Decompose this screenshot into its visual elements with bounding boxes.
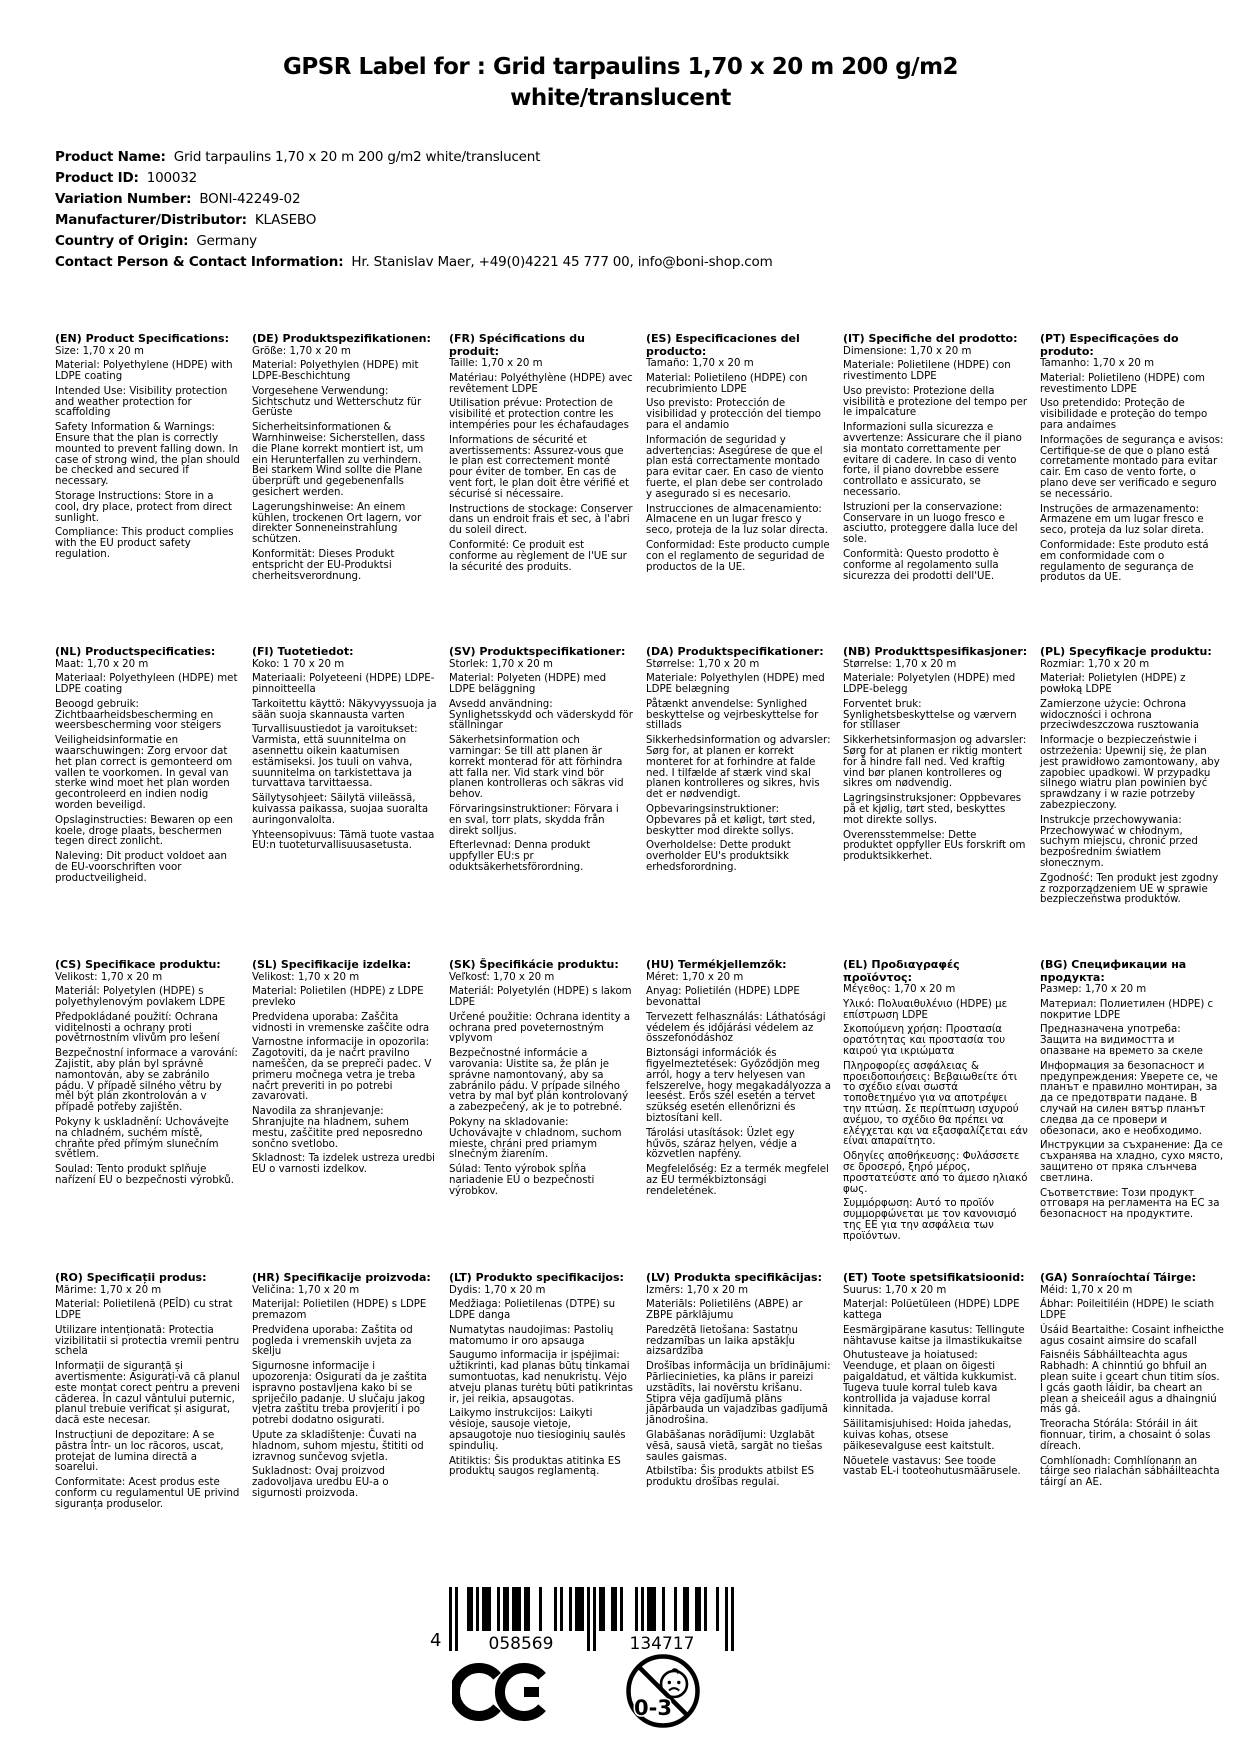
spec-paragraph: Conformité: Ce produit est conforme au règlement de l'UE sur la sécurité des produits. xyxy=(449,539,627,573)
spec-paragraphs xyxy=(449,1286,634,1479)
spec-paragraph: Suurus: 1,70 x 20 m xyxy=(843,1284,947,1296)
spec-grid xyxy=(55,333,1225,1585)
spec-block-sl xyxy=(252,959,437,1272)
spec-heading: (DA) Produktspecifikationer: xyxy=(646,645,824,658)
spec-paragraph: Megfelelőség: Ez a termék megfelel az EU termékbiztonsági rendeletének. xyxy=(646,1164,829,1197)
spec-paragraph: Tervezett felhasználás: Láthatósági védelem és időjárási védelem az összefonódáshoz xyxy=(646,1011,826,1045)
spec-paragraph: Overensstemmelse: Dette produktet oppfyller EUs forskrift om produktsikkerhet. xyxy=(843,829,1026,863)
spec-block-pl xyxy=(1040,646,1225,959)
spec-paragraph: Instrucțiuni de depozitare: A se păstra într- un loc răcoros, uscat, protejat de lumina directă a soarelui. xyxy=(55,1430,224,1474)
spec-paragraph: Avsedd användning: Synlighetsskydd och väderskydd för ställningar xyxy=(449,698,633,732)
spec-paragraph: Conformidade: Este produto está em conformidade com o regulamento de segurança de produtos da UE. xyxy=(1040,539,1209,584)
spec-heading: (LT) Produkto specifikacijos: xyxy=(449,1271,624,1284)
spec-block-nl xyxy=(55,646,240,959)
info-value: KLASEBO xyxy=(254,212,317,228)
spec-paragraph: Material: Polietilenă (PEÎD) cu strat LDPE xyxy=(55,1299,233,1322)
spec-paragraph: Sikkerhedsinformation og advarsler: Sørg for, at planen er korrekt monteret for at forhindre at falde ned. I tilfælde af stærk vind skal planen kontrolleres og sikres, hvis det er nødvendigt. xyxy=(646,735,831,801)
spec-heading: (FR) Spécifications du produit: xyxy=(449,332,586,358)
spec-paragraphs xyxy=(843,660,1028,864)
spec-heading: (HU) Termékjellemzők: xyxy=(646,958,787,971)
info-value: 100032 xyxy=(146,170,198,186)
spec-heading: (EN) Product Specifications: xyxy=(55,332,229,345)
spec-heading: (IT) Specifiche del prodotto: xyxy=(843,332,1018,345)
spec-paragraph: Uso pretendido: Proteção de visibilidade e proteção do tempo para andaimes xyxy=(1040,398,1208,431)
spec-heading: (PT) Especificações do produto: xyxy=(1040,332,1179,358)
spec-paragraph: Saugumo informacija ir įspėjimai: užtikrinti, kad planas būtų tinkamai sumontuotas, kad nenukristų. Vėjo atveju planas turėtų būti patikrintas ir, jei reikia, apsaugotas. xyxy=(449,1350,633,1405)
barcode-right-digits: 134717 xyxy=(630,1634,695,1651)
spec-paragraph: Pokyny k uskladnění: Uchovávejte na chladném, suchém místě, chraňte před přímým slunečním světlem. xyxy=(55,1117,229,1161)
spec-paragraph: Größe: 1,70 x 20 m xyxy=(252,345,351,357)
spec-paragraph: Instruções de armazenamento: Armazene em um lugar fresco e seco, proteja da luz solar direta. xyxy=(1040,503,1204,537)
spec-paragraph: Conformitate: Acest produs este conform cu regulamentul UE privind siguranța produselor. xyxy=(55,1477,240,1510)
product-info-row xyxy=(55,168,773,189)
page-title xyxy=(0,52,1241,114)
spec-paragraphs xyxy=(55,660,240,885)
spec-paragraphs xyxy=(252,660,437,853)
spec-paragraph: Μέγεθος: 1,70 x 20 m xyxy=(843,984,956,995)
spec-block-de xyxy=(252,333,437,646)
spec-paragraph: Anyag: Polietilén (HDPE) LDPE bevonattal xyxy=(646,986,800,1009)
spec-paragraph: Upute za skladištenje: Čuvati na hladnom, suhom mjestu, štititi od izravnog sunčevog svjetla. xyxy=(252,1430,424,1463)
info-label: Manufacturer/Distributor: xyxy=(55,212,247,228)
spec-paragraph: Съответствие: Този продукт отговаря на регламента на ЕС за безопасност на продуктите. xyxy=(1040,1187,1220,1221)
spec-block-fi xyxy=(252,646,437,959)
spec-paragraph: Conformità: Questo prodotto è conforme al regolamento sulla sicurezza dei prodotti dell'UE. xyxy=(843,549,999,582)
spec-paragraph: Información de seguridad y advertencias: Asegúrese de que el plan está correctamente montado para evitar caer. En caso de viento fuerte, el plan debe ser controlado y asegurado si es necesario. xyxy=(646,434,824,500)
spec-paragraph: Rozmiar: 1,70 x 20 m xyxy=(1040,658,1150,670)
product-info-row xyxy=(55,189,773,210)
barcode-lead-digit: 4 xyxy=(430,1630,442,1651)
spec-block-ro xyxy=(55,1272,240,1585)
spec-paragraph: Beoogd gebruik: Zichtbaarheidsbescherming en weersbescherming voor steigers xyxy=(55,698,222,732)
spec-paragraph: Material: Polyethylene (HDPE) with LDPE coating xyxy=(55,360,233,383)
spec-paragraph: Ohutusteave ja hoiatused: Veenduge, et plaan on õigesti paigaldatud, et vältida kukkumist. Tugeva tuule korral tuleb kava kontrollida ja vajaduse korral kinnitada. xyxy=(843,1350,1017,1416)
spec-paragraph: Информация за безопасност и предупреждения: Уверете се, че планът е правилно монтиран, за да се предотврати падане. В случай на силен вятър планът следва да се провери и обезопаси, ако е необходимо. xyxy=(1040,1060,1218,1137)
spec-paragraph: Størrelse: 1,70 x 20 m xyxy=(646,658,760,670)
spec-paragraph: Material: Polietilen (HDPE) z LDPE prevleko xyxy=(252,986,424,1009)
spec-paragraph: Informations de sécurité et avertissements: Assurez-vous que le plan est correctement monté pour éviter de tomber. En cas de vent fort, le plan doit être vérifié et sécurisé si nécessaire. xyxy=(449,434,630,500)
spec-paragraph: Dydis: 1,70 x 20 m xyxy=(449,1284,546,1296)
spec-paragraph: Forventet bruk: Synlighetsbeskyttelse og værvern for stillaser xyxy=(843,698,1017,732)
spec-paragraph: Инструкции за съхранение: Да се съхранява на хладно, сухо място, защитено от пряка слънчева светлина. xyxy=(1040,1140,1224,1184)
spec-paragraphs xyxy=(1040,660,1225,907)
spec-paragraph: Biztonsági információk és figyelmeztetések: Győződjön meg arról, hogy a terv helyesen van felszerelve, hogy megakadályozza a leesést. Erős szél esetén a tervet szükség esetén ellenőrizni és biztosítani kell. xyxy=(646,1048,831,1125)
spec-paragraph: Conformidad: Este producto cumple con el reglamento de seguridad de productos de la UE. xyxy=(646,539,830,573)
info-label: Country of Origin: xyxy=(55,233,189,249)
spec-paragraph: Zamierzone użycie: Ochrona widoczności i ochrona przeciwdeszczowa rusztowania xyxy=(1040,698,1200,732)
spec-paragraph: Ábhar: Poileitiléin (HDPE) le sciath LDPE xyxy=(1040,1299,1215,1322)
spec-paragraph: Zgodność: Ten produkt jest zgodny z rozporządzeniem UE w sprawie bezpieczeństwa produktów. xyxy=(1040,872,1219,906)
spec-paragraph: Instrukcje przechowywania: Przechowywać w chłodnym, suchym miejscu, chronić przed bezpośrednim światłem słonecznym. xyxy=(1040,814,1198,870)
barcode-left-digits: 058569 xyxy=(489,1634,554,1651)
spec-paragraph: Eesmärgipärane kasutus: Tellingute nähtavuse kaitse ja ilmastikukaitse xyxy=(843,1324,1025,1347)
spec-paragraph: Storlek: 1,70 x 20 m xyxy=(449,658,553,670)
spec-paragraph: Sukladnost: Ovaj proizvod zadovoljava uredbu EU-a o sigurnosti proizvoda. xyxy=(252,1466,389,1500)
spec-paragraph: Velikost: 1,70 x 20 m xyxy=(55,971,163,983)
spec-paragraphs xyxy=(646,359,831,573)
spec-paragraph: Materijal: Polietilen (HDPE) s LDPE premazom xyxy=(252,1299,427,1322)
spec-paragraph: Koko: 1 70 x 20 m xyxy=(252,658,345,670)
spec-paragraphs xyxy=(449,359,634,573)
spec-paragraphs xyxy=(252,973,437,1177)
spec-paragraph: Paredzētā lietošana: Sastatņu redzamības un laika apstākļu aizsardzība xyxy=(646,1324,798,1358)
spec-heading: (CS) Specifikace produktu: xyxy=(55,958,221,971)
spec-paragraph: Drošības informācija un brīdinājumi: Pārliecinieties, ka plāns ir pareizi uzstādīts, lai novērstu krišanu. Stipra vēja gadījumā plāns jāpārbauda un vajadzības gadījumā jānodrošina. xyxy=(646,1361,831,1427)
spec-heading: (BG) Спецификации на продукта: xyxy=(1040,958,1187,984)
spec-paragraph: Υλικό: Πολυαιθυλένιο (HDPE) με επίστρωση LDPE xyxy=(843,998,1008,1021)
spec-heading: (EL) Προδιαγραφές προϊόντος: xyxy=(843,958,960,984)
spec-block-da xyxy=(646,646,831,959)
spec-block-el xyxy=(843,959,1028,1272)
barcode xyxy=(430,1587,734,1651)
info-label: Product ID: xyxy=(55,170,139,186)
spec-paragraph: Bezpečnostní informace a varování: Zajistit, aby plán byl správně namontován, aby se zabránilo pádu. V případě silného větru by měl být plán zkontrolován a v případě potřeby zajištěn. xyxy=(55,1048,238,1114)
spec-block-nb xyxy=(843,646,1028,959)
spec-paragraph: Overholdelse: Dette produkt overholder EU's produktsikk erhedsforordning. xyxy=(646,840,791,874)
spec-paragraph: Uso previsto: Protección de visibilidad y protección del tiempo para el andamio xyxy=(646,398,822,431)
spec-paragraph: Material: Polyethylen (HDPE) mit LDPE-Beschichtung xyxy=(252,360,419,383)
spec-paragraph: Säilitamisjuhised: Hoida jahedas, kuivas kohas, otsese päikesevalguse eest kaitstult. xyxy=(843,1419,1012,1452)
spec-heading: (RO) Specificații produs: xyxy=(55,1271,207,1284)
spec-paragraphs xyxy=(843,985,1028,1243)
barcode-bars-icon xyxy=(449,1587,734,1651)
spec-paragraph: Tárolási utasítások: Üzlet egy hűvös, száraz helyen, védje a közvetlen napfény. xyxy=(646,1127,798,1161)
spec-paragraph: Οδηγίες αποθήκευσης: Φυλάσσετε σε δροσερό, ξηρό μέρος, προστατεύστε από το άμεσο ηλιακό φως. xyxy=(843,1151,1028,1195)
spec-paragraph: Uso previsto: Protezione della visibilità e protezione del tempo per le impalcature xyxy=(843,385,1028,419)
spec-paragraph: Matériau: Polyéthylène (HDPE) avec revêtement LDPE xyxy=(449,372,633,395)
product-info-row xyxy=(55,231,773,252)
spec-paragraph: Materiál: Polyetylen (HDPE) s polyethylenovým povlakem LDPE xyxy=(55,986,226,1009)
spec-heading: (ET) Toote spetsifikatsioonid: xyxy=(843,1271,1025,1284)
info-value: Grid tarpaulins 1,70 x 20 m 200 g/m2 white/translucent xyxy=(173,149,541,165)
spec-block-sv xyxy=(449,646,634,959)
spec-paragraph: Maat: 1,70 x 20 m xyxy=(55,658,149,670)
spec-paragraph: Velikost: 1,70 x 20 m xyxy=(252,971,360,983)
spec-block-pt xyxy=(1040,333,1225,646)
product-info-row xyxy=(55,210,773,231)
spec-paragraph: Predviđena uporaba: Zaštita od pogleda i vremenskih uvjeta za skelju xyxy=(252,1324,413,1358)
spec-paragraphs xyxy=(1040,1286,1225,1490)
spec-paragraph: Instructions de stockage: Conserver dans un endroit frais et sec, à l'abri du soleil direct. xyxy=(449,503,633,537)
spec-paragraphs xyxy=(55,347,240,561)
spec-paragraph: Sigurnosne informacije i upozorenja: Osigurati da je zaštita ispravno postavljena kako bi se spriječilo padanje. U slučaju jakog vjetra zaštitu treba provjeriti i po potrebi dodatno osigurati. xyxy=(252,1361,427,1427)
spec-paragraph: Predvidena uporaba: Zaščita vidnosti in vremenske zaščite odra xyxy=(252,1011,430,1034)
spec-paragraph: Varnostne informacije in opozorila: Zagotoviti, da je načrt pravilno nameščen, da se prepreči padec. V primeru močnega vetra je treba načrt preveriti in po potrebi zavarovati. xyxy=(252,1037,432,1103)
spec-paragraphs xyxy=(449,973,634,1198)
spec-heading: (DE) Produktspezifikationen: xyxy=(252,332,431,345)
spec-paragraph: Naleving: Dit product voldoet aan de EU-voorschriften voor productveiligheid. xyxy=(55,851,227,884)
info-value: BONI-42249-02 xyxy=(199,191,301,207)
spec-paragraph: Utilizare intenționată: Protectia vizibilitatii si protectia vremii pentru schela xyxy=(55,1324,240,1358)
spec-paragraph: Soulad: Tento produkt splňuje nařízení EU o bezpečnosti výrobků. xyxy=(55,1164,234,1187)
spec-heading: (SL) Specifikacije izdelka: xyxy=(252,958,412,971)
spec-heading: (HR) Specifikacije proizvoda: xyxy=(252,1271,431,1284)
spec-paragraphs xyxy=(252,1286,437,1500)
spec-paragraph: Informações de segurança e avisos: Certifique-se de que o plano está corretamente montado para evitar cair. Em caso de vento forte, o plano deve ser verificado e seguro se necessário. xyxy=(1040,434,1224,500)
product-info-row xyxy=(55,252,773,273)
spec-paragraph: Pokyny na skladovanie: Uchovávajte v chladnom, suchom mieste, chráni pred priamym slnečným žiarením. xyxy=(449,1117,622,1161)
spec-paragraph: Laikymo instrukcijos: Laikyti vėsioje, sausoje vietoje, apsaugotoje nuo tiesioginių saulės spindulių. xyxy=(449,1408,626,1452)
spec-block-lt xyxy=(449,1272,634,1585)
spec-paragraph: Bezpečnostné informácie a varovania: Uistite sa, že plán je správne namontovaný, aby sa zabránilo pádu. V prípade silného vetra by mal byť plán kontrolovaný a zabezpečený, ak je to potrebné. xyxy=(449,1048,629,1114)
spec-paragraph: Materiale: Polietilene (HDPE) con rivestimento LDPE xyxy=(843,360,1011,383)
spec-paragraphs xyxy=(55,973,240,1187)
spec-paragraph: Materiāls: Polietilēns (ABPE) ar ZBPE pārklājumu xyxy=(646,1299,803,1322)
spec-heading: (LV) Produkta specifikācijas: xyxy=(646,1271,822,1284)
spec-paragraph: Opslaginstructies: Bewaren op een koele, droge plaats, beschermen tegen direct zonlicht. xyxy=(55,814,233,848)
spec-paragraph: Material: Polietileno (HDPE) com revestimento LDPE xyxy=(1040,372,1205,395)
spec-paragraph: Materiale: Polyetylen (HDPE) med LDPE-belegg xyxy=(843,673,1016,696)
spec-block-et xyxy=(843,1272,1028,1585)
spec-paragraph: Materiał: Polietylen (HDPE) z powłoką LDPE xyxy=(1040,673,1186,696)
spec-block-lv xyxy=(646,1272,831,1585)
spec-paragraphs xyxy=(1040,985,1225,1221)
info-value: Germany xyxy=(196,233,257,249)
spec-paragraph: Lagringsinstruksjoner: Oppbevares på et kjølig, tørt sted, beskyttes mot direkte sollys. xyxy=(843,793,1022,826)
spec-paragraph: Súlad: Tento výrobok spĺňa nariadenie EÚ o bezpečnosti výrobkov. xyxy=(449,1164,595,1197)
spec-paragraph: Instrucciones de almacenamiento: Almacene en un lugar fresco y seco, proteja de la luz solar directa. xyxy=(646,503,828,537)
spec-heading: (GA) Sonraíochtaí Táirge: xyxy=(1040,1271,1196,1284)
spec-paragraphs xyxy=(843,1286,1028,1479)
spec-paragraph: Material: Polietileno (HDPE) con recubrimiento LDPE xyxy=(646,372,808,395)
spec-paragraph: Materiál: Polyetylén (HDPE) s lakom LDPE xyxy=(449,986,632,1009)
spec-paragraph: Safety Information & Warnings: Ensure that the plan is correctly mounted to prevent falling down. In case of strong wind, the plan should be checked and secured if necessary. xyxy=(55,422,240,488)
spec-paragraph: Storage Instructions: Store in a cool, dry place, protect from direct sunlight. xyxy=(55,491,233,524)
spec-paragraph: Πληροφορίες ασφάλειας & προειδοποιήσεις: Βεβαιωθείτε ότι το σχέδιο είναι σωστά τοποθετημένο για να αποτρέψει την πτώση. Σε περίπτωση ισχυρού ανέμου, το σχέδιο θα πρέπει να ελέγχεται και να εξασφαλίζεται εάν είναι απαραίτητο. xyxy=(843,1060,1028,1148)
info-label: Variation Number: xyxy=(55,191,192,207)
page-title-line2: white/translucent xyxy=(510,85,731,111)
age-warning-0-3-icon xyxy=(624,1652,702,1734)
spec-heading: (NL) Productspecificaties: xyxy=(55,645,216,658)
spec-paragraph: Turvallisuustiedot ja varoitukset: Varmista, että suunnitelma on asennettu oikein kaatumisen estämiseksi. Jos tuuli on vahva, suunnitelma on tarkistettava ja turvattava tarvittaessa. xyxy=(252,724,418,790)
spec-paragraph: Atitiktis: Šis produktas atitinka ES produktų saugos reglamentą. xyxy=(449,1455,621,1478)
spec-paragraph: Numatytas naudojimas: Pastolių matomumo ir oro apsauga xyxy=(449,1324,614,1347)
spec-paragraph: Určené použitie: Ochrana identity a ochrana pred poveternostným vplyvom xyxy=(449,1011,631,1045)
spec-paragraph: Veličina: 1,70 x 20 m xyxy=(252,1284,360,1296)
spec-paragraph: Lagerungshinweise: An einem kühlen, trockenen Ort lagern, vor direkter Sonneneinstrahlung schützen. xyxy=(252,501,422,546)
spec-paragraph: Treoracha Stórála: Stóráil in áit fionnuar, tirim, a chosaint ó solas díreach. xyxy=(1040,1419,1211,1452)
spec-paragraph: Informații de siguranță și avertismente: Asigurați-vă că planul este montat corect pentru a preveni căderea. În cazul vântului puternic, planul trebuie verificat și asigurat, dacă este necesar. xyxy=(55,1361,241,1427)
spec-paragraph: Compliance: This product complies with the EU product safety regulation. xyxy=(55,527,234,561)
spec-paragraph: Méid: 1,70 x 20 m xyxy=(1040,1284,1133,1296)
spec-paragraph: Материал: Полиетилен (HDPE) с покритие LDPE xyxy=(1040,998,1214,1021)
spec-paragraph: Yhteensopivuus: Tämä tuote vastaa EU:n tuoteturvallisuusasetusta. xyxy=(252,829,435,852)
spec-block-cs xyxy=(55,959,240,1272)
spec-paragraphs xyxy=(449,660,634,874)
spec-block-es xyxy=(646,333,831,646)
spec-paragraph: Glabāšanas norādījumi: Uzglabāt vēsā, sausā vietā, sargāt no tiešas saules gaismas. xyxy=(646,1430,823,1463)
spec-paragraph: Faisnéis Sábháilteachta agus Rabhadh: A chinntiú go bhfuil an plean suite i gceart chun titim síos. I gcás gaoth láidir, ba cheart an plean a sheiceáil agus a dhaingniú más gá. xyxy=(1040,1350,1220,1416)
spec-paragraph: Informacje o bezpieczeństwie i ostrzeżenia: Upewnij się, że plan jest prawidłowo zamontowany, aby zapobiec upadkowi. W przypadku silnego wiatru plan powinien być sprawdzany i w razie potrzeby zabezpieczony. xyxy=(1040,735,1220,812)
spec-paragraph: Intended Use: Visibility protection and weather protection for scaffolding xyxy=(55,385,228,419)
spec-heading: (FI) Tuotetiedot: xyxy=(252,645,354,658)
spec-paragraphs xyxy=(646,1286,831,1490)
spec-heading: (ES) Especificaciones del producto: xyxy=(646,332,800,358)
spec-paragraph: Comhlíonadh: Comhlíonann an táirge seo rialachán sábháilteachta táirgí an AE. xyxy=(1040,1455,1220,1489)
spec-block-en xyxy=(55,333,240,646)
spec-block-fr xyxy=(449,333,634,646)
spec-paragraph: Størrelse: 1,70 x 20 m xyxy=(843,658,957,670)
spec-paragraph: Předpokládané použití: Ochrana viditelnosti a ochrany proti povětrnostním vlivům pro lešení xyxy=(55,1011,220,1045)
spec-heading: (SK) Špecifikácie produktu: xyxy=(449,958,619,971)
spec-paragraphs xyxy=(1040,359,1225,584)
spec-heading: (PL) Specyfikacje produktu: xyxy=(1040,645,1212,658)
spec-paragraph: Materiaal: Polyethyleen (HDPE) met LDPE coating xyxy=(55,673,238,696)
spec-paragraph: Veiligheidsinformatie en waarschuwingen: Zorg ervoor dat het plan correct is gemonteerd om vallen te voorkomen. In geval van sterke wind moet het plan worden gecontroleerd en indien nodig worden beveiligd. xyxy=(55,735,233,812)
spec-paragraph: Materiale: Polyethylen (HDPE) med LDPE belægning xyxy=(646,673,825,696)
spec-paragraph: Mărime: 1,70 x 20 m xyxy=(55,1284,162,1296)
spec-paragraph: Medžiaga: Polietilenas (DTPE) su LDPE danga xyxy=(449,1299,616,1322)
spec-paragraphs xyxy=(843,347,1028,583)
spec-paragraphs xyxy=(252,347,437,583)
spec-paragraph: Säilytysohjeet: Säilytä viileässä, kuivassa paikassa, suojaa suoralta auringonvalolta. xyxy=(252,793,429,826)
spec-block-it xyxy=(843,333,1028,646)
spec-paragraph: Materiaali: Polyeteeni (HDPE) LDPE-pinnoitteella xyxy=(252,673,435,696)
spec-paragraphs xyxy=(646,973,831,1198)
spec-paragraph: Skladnost: Ta izdelek ustreza uredbi EU o varnosti izdelkov. xyxy=(252,1153,436,1176)
spec-block-bg xyxy=(1040,959,1225,1272)
spec-paragraph: Size: 1,70 x 20 m xyxy=(55,345,144,357)
spec-block-sk xyxy=(449,959,634,1272)
spec-paragraph: Tamanho: 1,70 x 20 m xyxy=(1040,358,1155,369)
spec-paragraph: Materjal: Polüetüleen (HDPE) LDPE kattega xyxy=(843,1299,1020,1322)
info-label: Contact Person & Contact Information: xyxy=(55,254,344,270)
spec-paragraph: Taille: 1,70 x 20 m xyxy=(449,358,543,369)
spec-paragraph: Méret: 1,70 x 20 m xyxy=(646,971,744,983)
spec-block-ga xyxy=(1040,1272,1225,1585)
spec-heading: (NB) Produkttspesifikasjoner: xyxy=(843,645,1028,658)
spec-paragraph: Tamaño: 1,70 x 20 m xyxy=(646,358,754,369)
spec-paragraph: Nõuetele vastavus: See toode vastab EL-i tooteohutusmäärusele. xyxy=(843,1455,1021,1478)
info-label: Product Name: xyxy=(55,149,166,165)
spec-paragraph: Påtænkt anvendelse: Synlighed beskyttelse og vejrbeskyttelse for stillads xyxy=(646,698,819,732)
spec-paragraph: Предназначена употреба: Защита на видимостта и опазване на времето за скеле xyxy=(1040,1024,1203,1057)
ce-mark-icon xyxy=(452,1660,548,1728)
spec-paragraph: Navodila za shranjevanje: Shranjujte na hladnem, suhem mestu, zaščitite pred neposredno sončno svetlobo. xyxy=(252,1106,423,1150)
spec-paragraph: Sicherheitsinformationen & Warnhinweise: Sicherstellen, dass die Plane korrekt montiert ist, um ein Herunterfallen zu verhindern. Bei starkem Wind sollte die Plane überprüft und gegebenenfalls gesichert werden. xyxy=(252,422,426,499)
spec-paragraph: Размер: 1,70 x 20 m xyxy=(1040,984,1147,995)
spec-paragraph: Úsáid Beartaithe: Cosaint infheicthe agus cosaint aimsire do scafall xyxy=(1040,1324,1224,1347)
spec-paragraph: Atbilstība: Šis produkts atbilst ES produktu drošības regulai. xyxy=(646,1466,815,1489)
spec-paragraph: Efterlevnad: Denna produkt uppfyller EU:s pr oduktsäkerhetsförordning. xyxy=(449,840,591,874)
info-value: Hr. Stanislav Maer, +49(0)4221 45 777 00, info@boni-shop.com xyxy=(351,254,773,270)
spec-paragraphs xyxy=(55,1286,240,1511)
spec-paragraph: Vorgesehene Verwendung: Sichtschutz und Wetterschutz für Gerüste xyxy=(252,385,422,419)
spec-paragraph: Utilisation prévue: Protection de visibilité et protection contre les intempéries pour les échafaudages xyxy=(449,398,629,431)
age-warning-text: 0-3 xyxy=(634,1696,672,1720)
spec-paragraph: Istruzioni per la conservazione: Conservare in un luogo fresco e asciutto, proteggere dalla luce del sole. xyxy=(843,501,1018,546)
spec-paragraph: Opbevaringsinstruktioner: Opbevares på et køligt, tørt sted, beskytter mod direkte sollys. xyxy=(646,804,816,837)
spec-paragraphs xyxy=(646,660,831,874)
spec-paragraph: Säkerhetsinformation och varningar: Se till att planen är korrekt monterad för att förhindra att falla ner. Vid stark vind bör planen kontrolleras och säkras vid behov. xyxy=(449,735,624,801)
spec-paragraph: Izmērs: 1,70 x 20 m xyxy=(646,1284,749,1296)
spec-paragraph: Konformität: Dieses Produkt entspricht der EU-Produktsi cherheitsverordnung. xyxy=(252,549,395,582)
spec-paragraph: Informazioni sulla sicurezza e avvertenze: Assicurare che il piano sia montato correttamente per evitare di cadere. In caso di vento forte, il piano dovrebbe essere controllato e assicurato, se necessario. xyxy=(843,422,1022,499)
spec-paragraph: Συμμόρφωση: Αυτό το προϊόν συμμορφώνεται με τον κανονισμό της ΕΕ για την ασφάλεια των προϊόντων. xyxy=(843,1198,1017,1242)
spec-paragraph: Tarkoitettu käyttö: Näkyvyyssuoja ja sään suoja skannausta varten xyxy=(252,698,437,721)
spec-paragraph: Sikkerhetsinformasjon og advarsler: Sørg for at planen er riktig montert for å hindre fall ned. Ved kraftig vind bør planen kontrolleres og sikres om nødvendig. xyxy=(843,735,1027,790)
spec-paragraph: Dimensione: 1,70 x 20 m xyxy=(843,345,972,357)
page-title-line1: GPSR Label for : Grid tarpaulins 1,70 x 20 m 200 g/m2 xyxy=(282,54,959,80)
spec-block-hr xyxy=(252,1272,437,1585)
spec-paragraph: Material: Polyeten (HDPE) med LDPE beläggning xyxy=(449,673,607,696)
product-info-row xyxy=(55,147,773,168)
spec-paragraph: Σκοπούμενη χρήση: Προστασία ορατότητας και προστασία του καιρού για ικριώματα xyxy=(843,1024,1006,1057)
product-info-list xyxy=(55,147,773,273)
spec-heading: (SV) Produktspecifikationer: xyxy=(449,645,626,658)
spec-paragraph: Veľkosť: 1,70 x 20 m xyxy=(449,971,555,983)
spec-block-hu xyxy=(646,959,831,1272)
spec-paragraph: Förvaringsinstruktioner: Förvara i en sval, torr plats, skydda från direkt solljus. xyxy=(449,804,619,837)
